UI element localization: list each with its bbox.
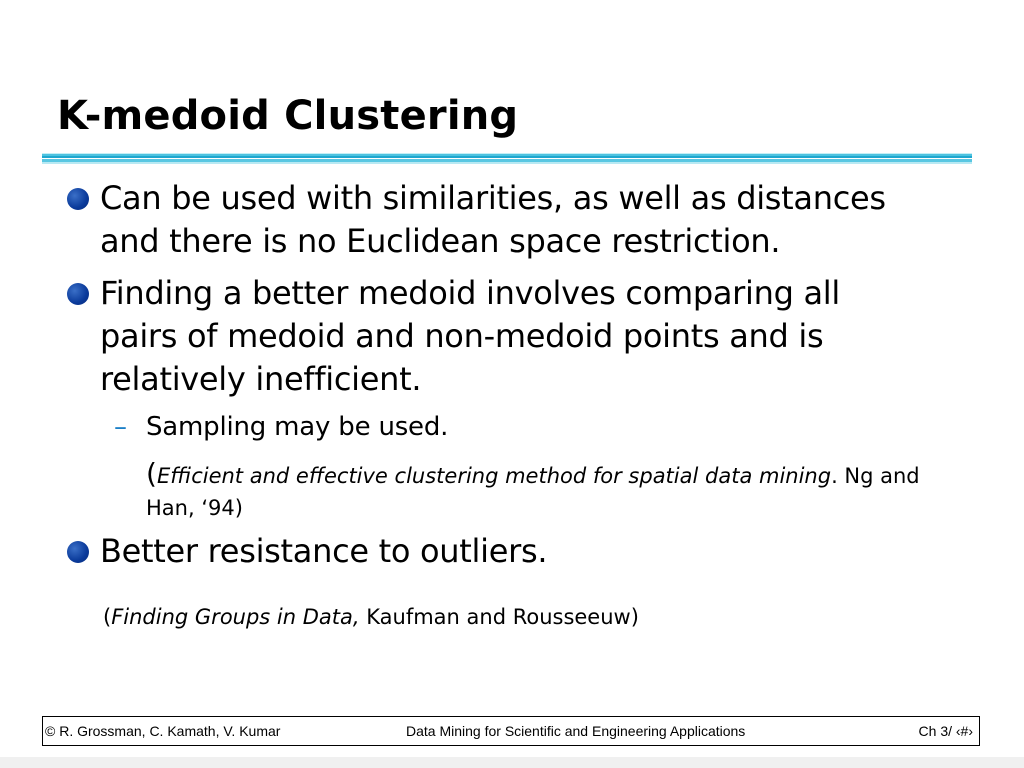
citation-2-title: Finding Groups in Data, [111,605,360,629]
slide-footer [42,716,980,746]
bullet-item-1 [100,177,886,263]
bullet-2-line-3: relatively inefficient. [100,360,422,398]
bullet-item-3 [100,530,547,573]
citation-2-authors: Kaufman and Rousseeuw) [359,605,639,629]
citation-1-title: Efficient and effective clustering method for spatial data mining [156,464,832,488]
citation-2-open: ( [103,605,112,629]
bullet-1-line-1: Can be used with similarities, as well as distances [100,179,886,217]
footer-slide-number: Ch 3/ ‹#› [918,723,973,739]
dash-icon: – [114,412,127,442]
bullet-3-line-1: Better resistance to outliers. [100,532,548,570]
bullet-2-line-2: pairs of medoid and non-medoid points and is [100,317,824,355]
bullet-dot-icon [67,283,89,305]
sub-bullet-item [114,410,449,444]
footer-course-title: Data Mining for Scientific and Engineering Applications [406,723,746,739]
footer-copyright: © R. Grossman, C. Kamath, V. Kumar [45,723,281,739]
bullet-1-line-2: and there is no Euclidean space restriction. [100,222,781,260]
bullet-dot-icon [67,188,89,210]
title-divider [42,153,972,164]
bottom-band [0,757,1024,768]
citation-1-line-2: Han, ‘94) [146,496,243,520]
citation-1 [146,459,920,491]
bullet-item-2 [100,272,840,401]
bullet-2-line-1: Finding a better medoid involves comparing all [100,274,840,312]
sub-bullet-text: Sampling may be used. [146,412,449,442]
citation-1-authors: . Ng and [831,464,920,488]
citation-2 [103,602,639,632]
bullet-dot-icon [67,541,89,563]
slide-title: K-medoid Clustering [57,93,519,139]
citation-1-open: ( [146,457,157,490]
